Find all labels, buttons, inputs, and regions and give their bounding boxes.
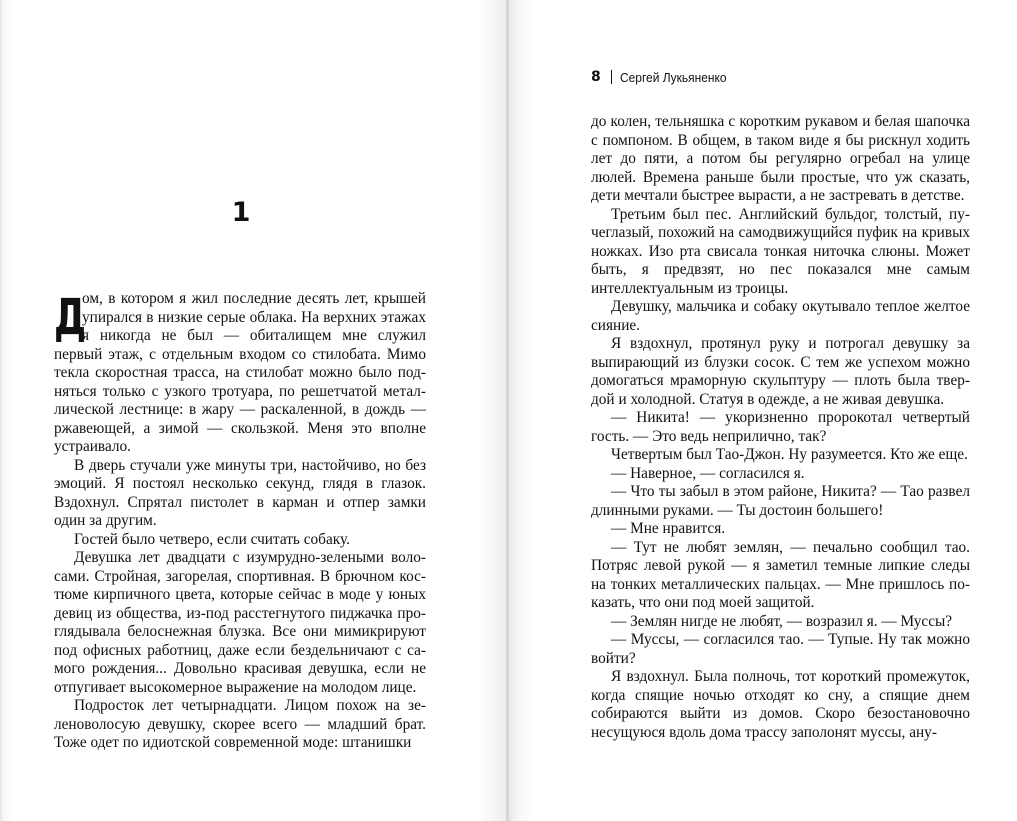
- running-head-separator: [611, 70, 613, 84]
- right-text-column: [591, 113, 970, 742]
- paragraph: Гостей было четверо, если считать собаку.: [74, 530, 350, 548]
- paragraph: В дверь стучали уже минуты три, настойчиво, но без эмоций. Я постоял несколько секунд, глядя в глазок. Вздохнул. Спрятал пистолет в карман и отпер замки один за другим.: [54, 456, 426, 529]
- paragraph: Девушка лет двадцати с изумрудно-зелеными волосами. Стройная, загорелая, спортивная. В брючном костюме кирпичного цвета, которые сейчас в моде у юных девиц из общества, из-под расстегнутого пиджачка проглядывала белоснежная блузка. Все они мимикрируют под офисных работниц, даже если бездельничают с самого рождения... Довольно красивая девушка, если не отпугивает высокомерное выражение на молодом лице.: [54, 549, 426, 696]
- paragraph: Третьим был пес. Английский бульдог, толстый, пучеглазый, похожий на самодвижущийся пуфик на кривых ножках. Изо рта свисала тонкая ниточка слюны. Может быть, я предвзят, но пес показался мне самым интеллектуальным из троицы.: [591, 205, 970, 297]
- left-text-column: [54, 290, 426, 753]
- paragraph: — Что ты забыл в этом районе, Никита? — Тао развел длинными руками. — Ты достоин большего!: [591, 483, 970, 519]
- paragraph: [54, 290, 426, 457]
- chapter-number: 1: [231, 197, 251, 228]
- paragraph: — Мне нравится.: [611, 520, 726, 537]
- left-page-edge: [0, 0, 2, 821]
- right-page: [508, 0, 1017, 821]
- paragraph: — Тут не любят землян, — печально сообщил тао. Потряс левой рукой — я заметил темные липкие следы на тонких металлических пальцах. — Мне пришлось показать, что они под моей защитой.: [591, 538, 970, 611]
- paragraph: Девушку, мальчика и собаку окутывало теплое желтое сияние.: [591, 298, 970, 334]
- left-page: [0, 0, 508, 821]
- paragraph: — Наверное, — согласился я.: [611, 464, 805, 482]
- drop-cap: Д: [54, 288, 87, 346]
- page-number: 8: [591, 69, 601, 85]
- paragraph: Подросток лет четырнадцати. Лицом похож на зеленоволосую девушку, скорее всего — младший брат. Тоже одет по идиотской современной моде: штанишки: [54, 697, 426, 751]
- running-head: [591, 67, 736, 87]
- paragraph: Я вздохнул. Была полночь, тот короткий промежуток, когда спящие ночью отходят ко сну, а спящие днем собираются выйти из домов. Скоро безостановочно несущуюся вдоль дома трассу заполонят муссы, ану-: [591, 668, 970, 741]
- paragraph: — Муссы, — согласился тао. — Тупые. Ну так можно войти?: [591, 631, 970, 667]
- paragraph-text: ом, в котором я жил последние десять лет, крышей упирался в низкие серые облака. На верхних этажах я никогда не был — обиталищем мне служил первый этаж, с отдельным входом со стилобата. Мимо текла скоростная трасса, на стилобат можно было подняться только с узкого тротуара, по решетчатой металлической лестнице: в жару — раскаленной, в дождь — ржавеющей, а зимой — скользкой. Меня это вполне устраивало.: [54, 290, 426, 455]
- paragraph: Четвертым был Тао-Джон. Ну разумеется. Кто же еще.: [611, 446, 968, 463]
- author-name: Сергей Лукьяненко: [620, 69, 727, 85]
- book-gutter: [506, 0, 509, 821]
- paragraph: до колен, тельняшка с коротким рукавом и белая шапочка с помпоном. В общем, в таком виде я бы рискнул ходить лет до пяти, а потом бы регулярно огребал на улице люлей. Времена раньше были простые, что уж сказать, дети мечтали быстрее вырасти, а не застревать в детстве.: [591, 113, 970, 204]
- paragraph: — Никита! — укоризненно пророкотал четвертый гость. — Это ведь неприлично, так?: [591, 409, 970, 445]
- paragraph: — Землян нигде не любят, — возразил я. — Муссы?: [611, 612, 953, 630]
- paragraph: Я вздохнул, протянул руку и потрогал девушку за выпирающий из блузки сосок. С тем же успехом можно домогаться мраморную скульптуру — плоть была твердой и холодной. Статуя в одежде, а не живая девушка.: [591, 335, 970, 408]
